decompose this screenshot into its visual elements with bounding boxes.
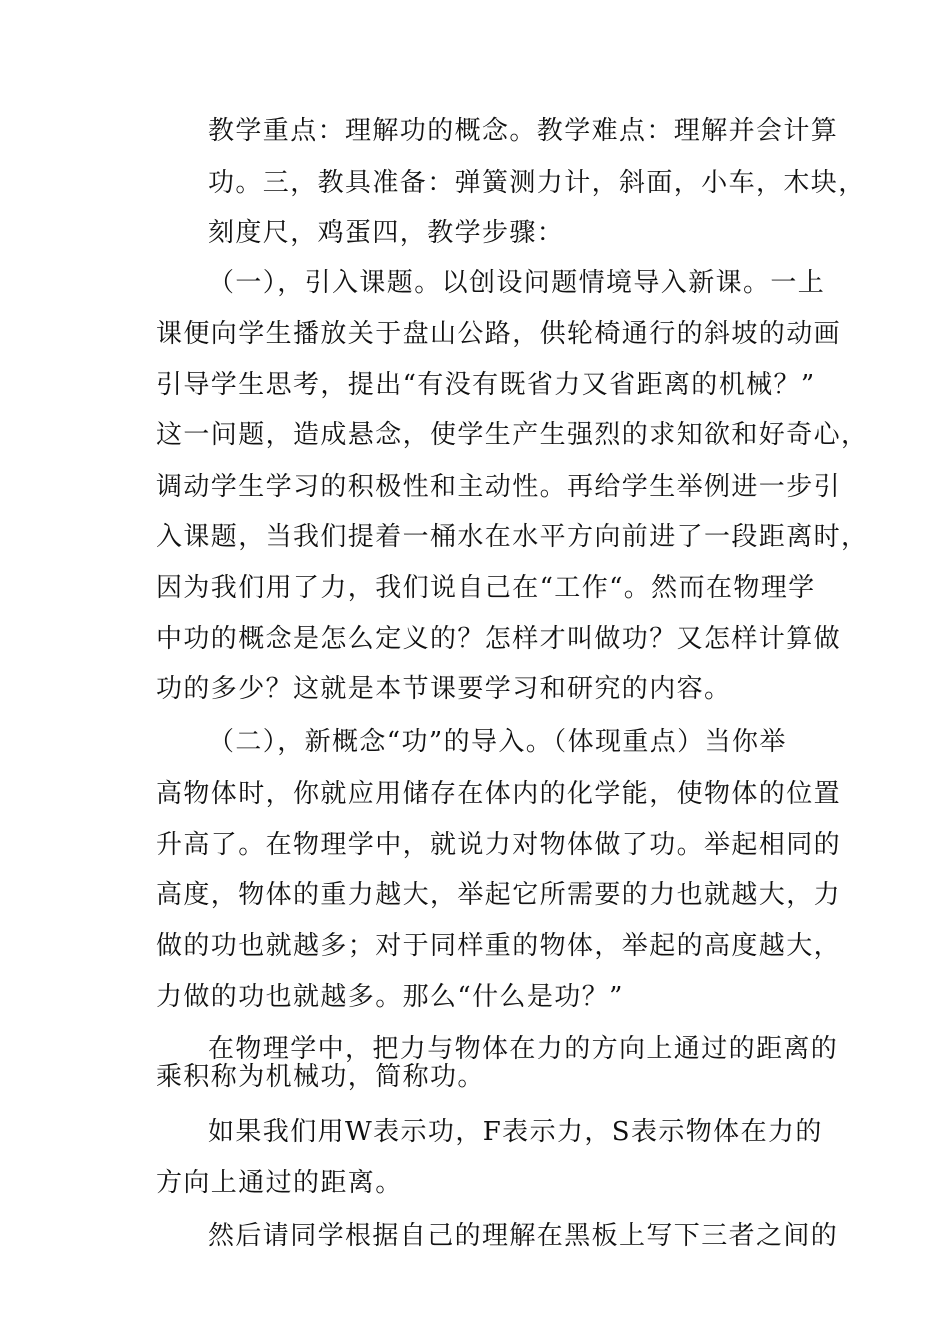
text-line: 入课题，当我们提着一桶水在水平方向前进了一段距离时， xyxy=(156,522,869,552)
text-line: （二），新概念“功”的导入。（体现重点）当你举 xyxy=(208,727,787,757)
text-line: 中功的概念是怎么定义的？怎样才叫做功？又怎样计算做 xyxy=(156,624,842,654)
text-line: 如果我们用W表示功，F表示力，S表示物体在力的 xyxy=(208,1117,823,1147)
text-line: 升高了。在物理学中，就说力对物体做了功。举起相同的 xyxy=(156,830,842,860)
text-line: 课便向学生播放关于盘山公路，供轮椅通行的斜坡的动画 xyxy=(156,319,842,349)
text-line: 因为我们用了力，我们说自己在“工作“。然而在物理学 xyxy=(156,573,816,603)
text-line: 高度，物体的重力越大，举起它所需要的力也就越大，力 xyxy=(156,880,842,910)
text-line: 力做的功也就越多。那么“什么是功？” xyxy=(156,982,624,1012)
text-line: 功。三，教具准备：弹簧测力计，斜面，小车，木块， xyxy=(208,168,866,198)
text-line: 乘积称为机械功，简称功。 xyxy=(156,1062,485,1092)
text-line: 方向上通过的距离。 xyxy=(156,1168,403,1198)
text-line: 引导学生思考，提出“有没有既省力又省距离的机械？” xyxy=(156,370,816,400)
text-line: 然后请同学根据自己的理解在黑板上写下三者之间的 xyxy=(208,1221,839,1251)
text-line: 功的多少？这就是本节课要学习和研究的内容。 xyxy=(156,674,732,704)
text-line: 教学重点：理解功的概念。教学难点：理解并会计算 xyxy=(208,116,839,146)
text-line: 刻度尺，鸡蛋四，教学步骤： xyxy=(208,218,565,248)
text-line: 高物体时，你就应用储存在体内的化学能，使物体的位置 xyxy=(156,779,842,809)
text-line: 在物理学中，把力与物体在力的方向上通过的距离的 xyxy=(208,1034,839,1064)
text-line: 调动学生学习的积极性和主动性。再给学生举例进一步引 xyxy=(156,472,842,502)
text-line: 做的功也就越多；对于同样重的物体，举起的高度越大， xyxy=(156,931,842,961)
text-line: 这一问题，造成悬念，使学生产生强烈的求知欲和好奇心， xyxy=(156,420,869,450)
text-line: （一），引入课题。以创设问题情境导入新课。一上 xyxy=(208,268,826,298)
